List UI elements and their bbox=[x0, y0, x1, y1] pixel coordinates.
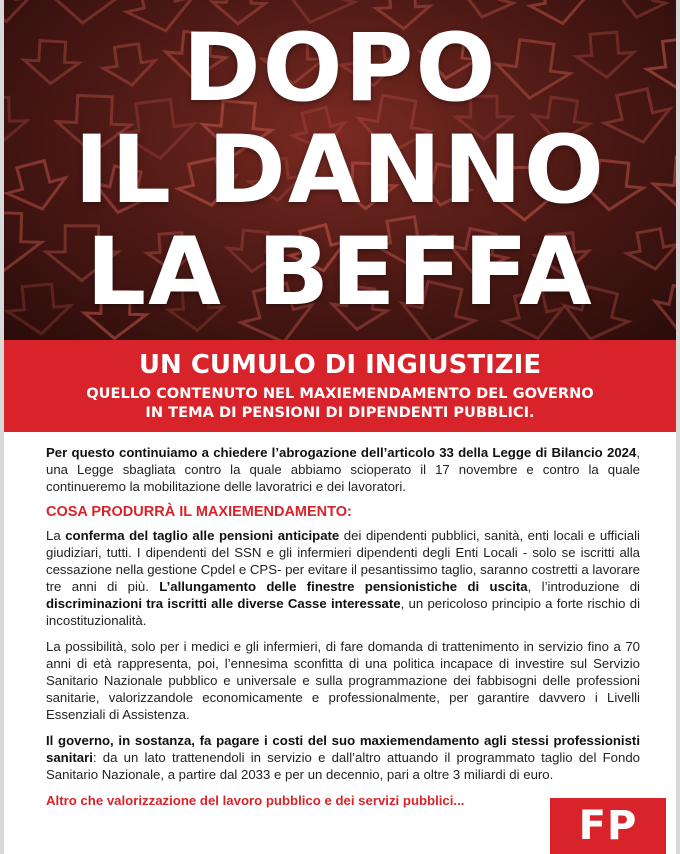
intro-paragraph bbox=[46, 444, 640, 495]
body-text bbox=[46, 444, 640, 818]
headline-line-2: IL DANNO bbox=[74, 116, 606, 225]
banner-title: UN CUMULO DI INGIUSTIZIE bbox=[138, 350, 542, 380]
red-banner bbox=[4, 340, 676, 432]
banner-subtitle-line-1: QUELLO CONTENUTO NEL MAXIEMENDAMENTO DEL GOVERNO bbox=[86, 385, 594, 402]
closing-line: Altro che valorizzazione del lavoro pubblico e dei servizi pubblici... bbox=[46, 793, 465, 808]
para1-bold-2: L’allungamento delle finestre pensionistiche di uscita bbox=[159, 579, 528, 594]
para1-text-3: , l’introduzione di bbox=[527, 579, 640, 594]
headline-line-3: LA BEFFA bbox=[86, 218, 594, 327]
para1-text-2: dei dipendenti pubblici, sanità, enti locali e ufficiali giudiziari, tutti. I dipendenti del SSN e gli infermieri dipendenti degli Enti Locali - solo se iscritti alla cessazione nella gestione Cpdel e CPS- per evitare il pesantissimo taglio, saranno costretti a lavorare tre anni di più. bbox=[46, 528, 640, 594]
banner-subtitle bbox=[4, 384, 676, 422]
para1-text-1: La bbox=[46, 528, 66, 543]
paragraph-3 bbox=[46, 732, 640, 783]
para1-bold-1: conferma del taglio alle pensioni anticipate bbox=[65, 528, 340, 543]
paragraph-2: La possibilità, solo per i medici e gli infermieri, di fare domanda di trattenimento in servizio fino a 70 anni di età rappresenta, poi, l’ennesima sconfitta di una politica incapace di investire sul Servizio Sanitario Nazionale pubblico e universale e sulla programmazione dei fabbisogni delle professioni sanitarie, valorizzandole economicamente e professionalmente, per garantire davvero i Livelli Essenziali di Assistenza. bbox=[46, 639, 640, 722]
para1-text-4: , un pericoloso principio a forte rischio di incostituzionalità. bbox=[46, 596, 640, 628]
section-title: COSA PRODURRÀ IL MAXIEMENDAMENTO: bbox=[46, 504, 352, 520]
hero-image bbox=[4, 0, 676, 340]
para3-rest: : da un lato trattenendoli in servizio e dall’altro attuando il programmato taglio del Fondo Sanitario Nazionale, a partire dal 2033 e per un decennio, pari a oltre 3 miliardi di euro. bbox=[46, 750, 640, 782]
para1-bold-3: discriminazioni tra iscritti alle diverse Casse interessate bbox=[46, 596, 401, 611]
banner-subtitle-line-2: IN TEMA DI PENSIONI DI DIPENDENTI PUBBLICI. bbox=[145, 404, 535, 421]
headline-line-1: DOPO bbox=[182, 14, 498, 123]
intro-bold: Per questo continuiamo a chiedere l’abrogazione dell’articolo 33 della Legge di Bilancio 2024 bbox=[46, 445, 637, 460]
paragraph-1 bbox=[46, 527, 640, 629]
para3-bold: Il governo, in sostanza, fa pagare i costi del suo maxiemendamento agli stessi professionisti sanitari bbox=[46, 733, 640, 765]
intro-rest: , una Legge sbagliata contro la quale abbiamo scioperato il 17 novembre e contro la quale continueremo la mobilitazione delle lavoratrici e dei lavoratori. bbox=[46, 445, 640, 494]
headline bbox=[4, 14, 676, 327]
flyer-page bbox=[4, 0, 676, 854]
fp-logo: FP bbox=[550, 798, 666, 854]
